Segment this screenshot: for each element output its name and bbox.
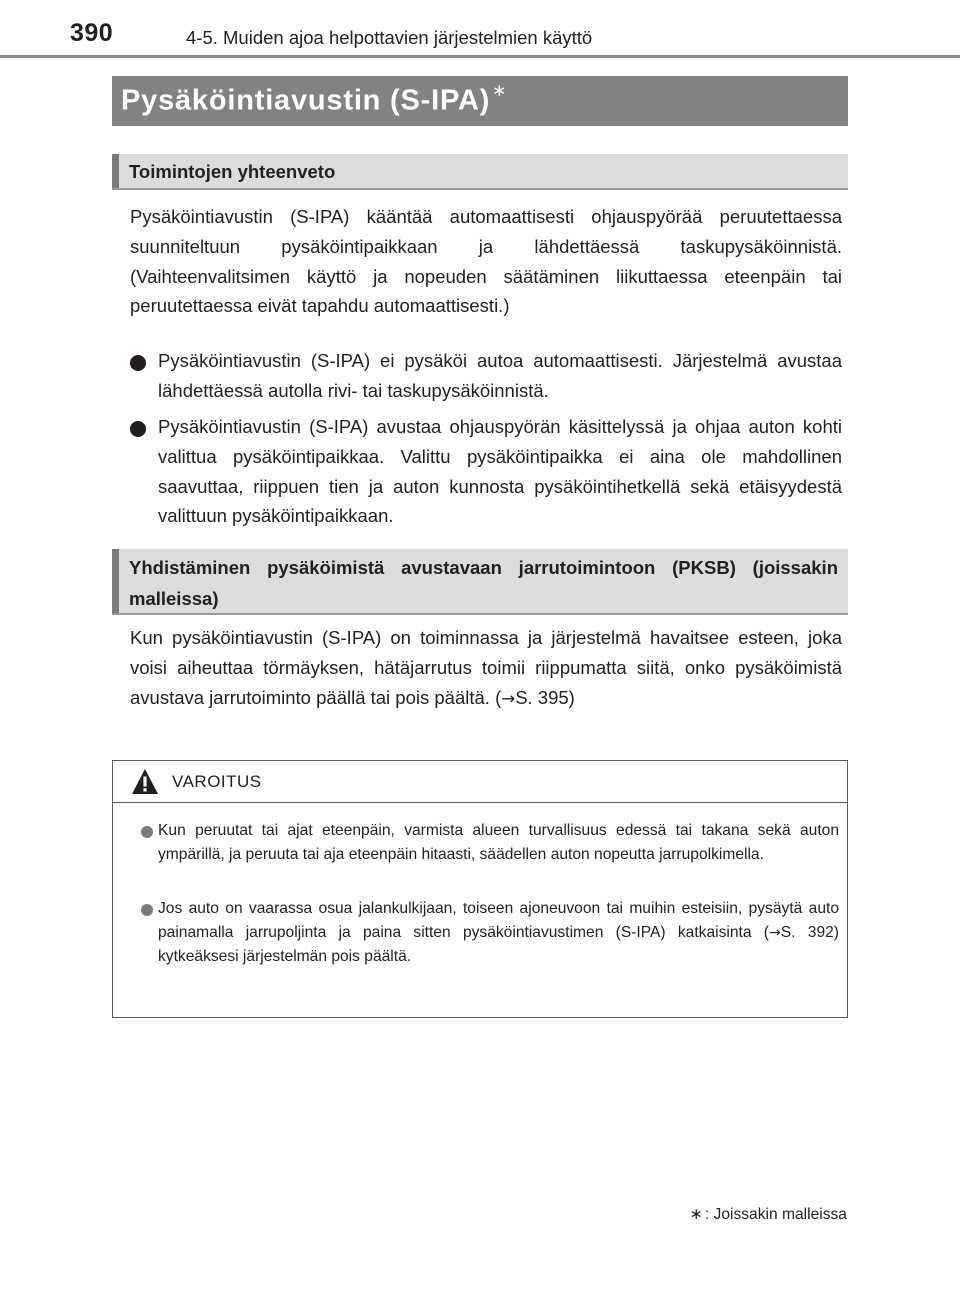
pksb-heading: Yhdistäminen pysäköimistä avustavaan jarrutoimintoon (PKSB) (joissakin malleissa) bbox=[129, 557, 838, 609]
pksb-paragraph bbox=[130, 623, 842, 713]
warning-text: Kun peruutat tai ajat eteenpäin, varmista alueen turvallisuus edessä tai takana sekä auton ympärillä, ja peruuta tai aja eteenpäin hitaasti, säädellen auton nopeutta jarrupolkimella. bbox=[158, 822, 839, 863]
warning-header bbox=[113, 761, 847, 803]
warning-item bbox=[141, 819, 839, 866]
page-number: 390 bbox=[70, 19, 114, 47]
main-title-bar bbox=[112, 76, 848, 126]
bullet-dot-icon bbox=[141, 904, 153, 916]
summary-heading-bar bbox=[112, 154, 848, 190]
bullet-dot-icon bbox=[130, 355, 146, 371]
page-header bbox=[0, 0, 960, 60]
page-title bbox=[121, 81, 508, 118]
heading-accent bbox=[112, 549, 119, 613]
page-reference-arrow: → bbox=[769, 924, 781, 941]
warning-item bbox=[141, 897, 839, 969]
page-reference-arrow: → bbox=[501, 688, 516, 708]
header-divider bbox=[0, 55, 960, 58]
pksb-heading-bar bbox=[112, 549, 848, 615]
heading-accent bbox=[112, 154, 119, 188]
section-title: 4-5. Muiden ajoa helpottavien järjestelmien käyttö bbox=[186, 27, 593, 48]
summary-paragraph: Pysäköintiavustin (S-IPA) kääntää automaattisesti ohjauspyörää peruutettaessa suunniteltuun pysäköintipaikkaan ja lähdettäessä taskupysäköinnistä. (Vaihteenvalitsimen käyttö ja nopeuden säätäminen liikuttaessa eteenpäin tai peruutettaessa eivät tapahdu automaattisesti.) bbox=[130, 206, 842, 317]
page-reference-link[interactable]: S. 395) bbox=[515, 686, 575, 708]
availability-marker: ∗ bbox=[492, 81, 508, 100]
summary-bullet bbox=[130, 412, 842, 531]
footnote-marker: ∗ bbox=[689, 1206, 703, 1223]
pksb-text: Kun pysäköintiavustin (S-IPA) on toiminnassa ja järjestelmä havaitsee esteen, joka voisi aiheuttaa törmäyksen, hätäjarrutus toimii riippumatta siitä, onko pysäköimistä avustava jarrutoiminto päällä tai pois päältä. ( bbox=[130, 627, 842, 708]
warning-text bbox=[158, 897, 839, 969]
bullet-dot-icon bbox=[130, 421, 146, 437]
warning-text-part: Jos auto on vaarassa osua jalankulkijaan, toiseen ajoneuvoon tai muihin esteisiin, pysäytä auto painamalla jarrupoljinta ja paina sitten pysäköintiavustimen (S-IPA) katkaisinta ( bbox=[158, 900, 839, 941]
summary-heading: Toimintojen yhteenveto bbox=[129, 161, 336, 182]
bullet-dot-icon bbox=[141, 826, 153, 838]
bullet-text: Pysäköintiavustin (S-IPA) avustaa ohjauspyörän käsittelyssä ja ohjaa auton kohti valittua pysäköintipaikkaa. Valittu pysäköintipaikka ei aina ole mahdollinen saavuttaa, riippuen tien ja auton kunnosta pysäköintihetkellä sekä etäisyydestä valittuun pysäköintipaikkaan. bbox=[158, 416, 842, 527]
page-title-text: Pysäköintiavustin (S-IPA) bbox=[121, 84, 491, 117]
page-reference-link[interactable]: S. 392) kytkeäksesi järjestelmän pois päältä. bbox=[158, 923, 839, 966]
footnote-text: : Joissakin malleissa bbox=[704, 1206, 847, 1223]
warning-box bbox=[112, 760, 848, 1018]
warning-title: VAROITUS bbox=[172, 772, 262, 791]
bullet-text: Pysäköintiavustin (S-IPA) ei pysäköi autoa automaattisesti. Järjestelmä avustaa lähdettäessä autolla rivi- tai taskupysäköinnistä. bbox=[158, 350, 842, 401]
footnote bbox=[690, 1205, 847, 1224]
warning-triangle-icon bbox=[131, 768, 159, 795]
summary-bullet bbox=[130, 346, 842, 406]
